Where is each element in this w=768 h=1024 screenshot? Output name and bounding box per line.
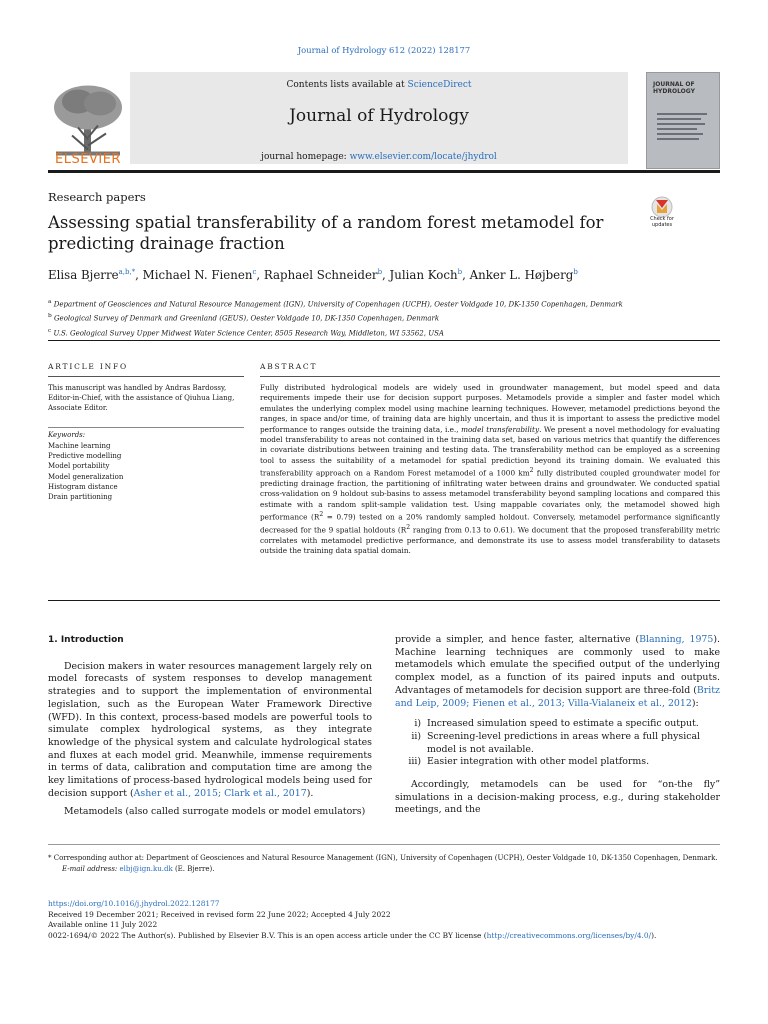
cover-title: JOURNAL OF HYDROLOGY [653, 81, 695, 95]
footnote: * Corresponding author at: Department of Geosciences and Natural Resource Management (IGN), University of Copenhagen (UCPH), Oester Voldgade 10, DK-1350 Copenhagen, Denmark. E-mail address: elbj@ign.ku.dk (E. Bjerre). [48, 853, 720, 874]
license-line: 0022-1694/© 2022 The Author(s). Published by Elsevier B.V. This is an open access article under the CC BY license (http://creativecommons.org/licenses/by/4.0/). [48, 930, 657, 940]
header-rule [48, 170, 720, 173]
divider [48, 600, 720, 601]
license-link[interactable]: http://creativecommons.org/licenses/by/4.0/ [486, 930, 652, 940]
email-link[interactable]: elbj@ign.ku.dk [119, 864, 173, 873]
editor-note: This manuscript was handled by Andras Bardossy, Editor-in-Chief, with the assistance of Qiuhua Liang, Associate Editor. [48, 384, 235, 412]
paragraph: Accordingly, metamodels can be used for “on-the fly” simulations in a decision-making process, e.g., during stakeholder meetings, and the [395, 779, 720, 816]
citation-link[interactable]: Blanning, 1975 [639, 634, 714, 645]
contents-line: Contents lists available at ScienceDirect [286, 80, 472, 90]
author-name[interactable]: Raphael Schneider [263, 268, 378, 282]
list-item: ii) Screening-level predictions in areas where a full physical model is not available. [411, 730, 701, 755]
keyword: Model portability [48, 462, 110, 471]
keywords-label: Keywords: [48, 431, 86, 439]
publisher-name[interactable]: ELSEVIER [55, 152, 121, 167]
article-title: Assessing spatial transferability of a random forest metamodel for predicting drainage fraction [48, 213, 604, 253]
divider [260, 376, 720, 377]
keyword-list [48, 441, 123, 502]
doi-link[interactable]: https://doi.org/10.1016/j.jhydrol.2022.128177 [48, 899, 220, 908]
article-info-heading: ARTICLE INFO [48, 362, 128, 371]
abstract-text: Fully distributed hydrological models are widely used in groundwater management, but model speed and data requirements impede their use for decision support purposes. Metamodels provide a simpler and faster model which emulates the underlying complex model using machine learning techniques. However, metamodel predictions beyond the ranges, in space and/or time, of training data are highly uncertain, and thus it is important to assess the predictive model performance to ranges outside the training data, i.e., model transferability. We present a novel methodology for evaluating model transferability to areas not contained in the training data set, based on various metrics that quantify the differences in covariate distributions between training and testing data. The transferability method can be employed as a screening tool to assess the suitability of a metamodel for spatial prediction beyond its training domain. We evaluated this transferability approach on a Random Forest metamodel of a 1000 $km^2$ fully distributed coupled groundwater model for predicting drainage fraction, the partitioning of infiltrating water between drains and groundwater. We conducted spatial cross-validation on 9 holdout sub-basins to assess metamodel transferability beyond sampling locations and compared this estimate with a random split-sample validation test. Using mappable covariates only, the metamodel showed high performance $(R^2 = 0.79)$ tested on a 20% randomly sampled holdout. Conversely, metamodel performance significantly decreased for the 9 spatial holdouts ($R^2$ ranging from 0.13 to 0.61). We document that the proposed transferability metric correlates with metamodel predictive performance, and demonstrate its use to assess model transferability to datasets outside the training data spatial domain. [260, 383, 720, 556]
list-item: i) Increased simulation speed to estimate a specific output. [414, 718, 699, 730]
divider [48, 376, 244, 377]
affiliations: $^a$ Department of Geosciences and Natural Resource Management (IGN), University of Copenhagen (UCPH), Oester Voldgade 10, DK-1350 Copenhagen, Denmark $^b$ Geological Survey of Denmark and Greenland (GEUS), Oester Voldgade 10, DK-1350 Copenhagen, Denmark $^c$ U.S. Geological Survey Upper Midwest Water Science Center, 8505 Research Way, Middleton, WI 53562, USA [48, 299, 623, 337]
affiliation: Geological Survey of Denmark and Greenland (GEUS), Oester Voldgade 10, DK-1350 Copenhagen, Denmark [53, 314, 440, 323]
homepage-link[interactable]: www.elsevier.com/locate/jhydrol [349, 152, 497, 162]
author-name[interactable]: Elisa Bjerre [48, 268, 119, 282]
check-for-updates-icon[interactable] [645, 196, 679, 234]
author-list: Elisa Bjerre$^{a,b,*}$, Michael N. Fienen$^c$, Raphael Schneider$^b$, Julian Koch$^b$, Anker L. Højberg$^b$ [48, 268, 578, 282]
list-item: iii) Easier integration with other model platforms. [408, 756, 650, 768]
paragraph: Metamodels (also called surrogate models or model emulators) [64, 806, 366, 818]
sciencedirect-link[interactable]: ScienceDirect [407, 80, 472, 90]
citation-link[interactable]: Britz and Leip, 2009; Fienen et al., 2013; Villa-Vialaneix et al., 2012 [395, 684, 720, 709]
masthead [48, 72, 720, 167]
check-for-updates-label[interactable]: Check for updates [650, 216, 674, 228]
received-dates: Received 19 December 2021; Received in revised form 22 June 2022; Accepted 4 July 2022 [48, 909, 391, 919]
author-name[interactable]: Anker L. Højberg [469, 268, 574, 282]
affiliation: Department of Geosciences and Natural Resource Management (IGN), University of Copenhagen (UCPH), Oester Voldgade 10, DK-1350 Copenhagen, Denmark [53, 300, 623, 309]
keyword: Model generalization [48, 472, 124, 481]
body-left-column [48, 634, 372, 825]
section-heading: 1. Introduction [48, 635, 124, 645]
journal-cover-thumbnail[interactable] [646, 72, 720, 169]
advantages-list [395, 718, 720, 769]
journal-reference[interactable]: Journal of Hydrology 612 (2022) 128177 [297, 45, 471, 55]
online-date: Available online 11 July 2022 [48, 920, 158, 929]
divider [48, 427, 244, 428]
paragraph: provide a simpler, and hence faster, alternative (Blanning, 1975). Machine learning techniques are commonly used to make metamodels which emulate the specified output of the underlying complex model, as a function of its paired inputs and outputs. Advantages of metamodels for decision support are three-fold (Britz and Leip, 2009; Fienen et al., 2013; Villa-Vialaneix et al., 2012): [395, 634, 720, 709]
keyword: Drain partitioning [48, 493, 113, 502]
affiliation: U.S. Geological Survey Upper Midwest Water Science Center, 8505 Research Way, Middleton, WI 53562, USA [53, 328, 444, 337]
publication-info [48, 899, 720, 941]
paragraph: Decision makers in water resources management largely rely on model forecasts of system responses to develop management strategies and to support the implementation of environmental legislation, such as the European Water Framework Directive (WFD). In this context, process-based models are powerful tools to simulate complex hydrological systems, as they integrate knowledge of the physical system and calculate hydrological states and fluxes at each model grid. Meanwhile, immense requirements in terms of data, calibration and computation time are among the key limitations of process-based hydrological models being used for decision support (Asher et al., 2015; Clark et al., 2017). [48, 660, 372, 799]
footnote-divider [48, 844, 720, 845]
citation-link[interactable]: Asher et al., 2015; Clark et al., 2017 [133, 787, 307, 799]
body-right-column [395, 634, 720, 823]
author-name[interactable]: Julian Koch [389, 268, 458, 282]
keyword: Predictive modelling [48, 452, 122, 461]
keyword: Histogram distance [48, 482, 118, 491]
article-section: Research papers [48, 190, 146, 204]
corresponding-author-note: * Corresponding author at: Department of Geosciences and Natural Resource Management (IGN), University of Copenhagen (UCPH), Oester Voldgade 10, DK-1350 Copenhagen, Denmark. [48, 854, 718, 862]
journal-name[interactable]: Journal of Hydrology [289, 106, 469, 126]
author-name[interactable]: Michael N. Fienen [142, 268, 253, 282]
keyword: Machine learning [48, 442, 111, 450]
divider [48, 340, 720, 341]
abstract-heading: ABSTRACT [260, 362, 318, 371]
journal-header-box [130, 72, 628, 164]
homepage-line: journal homepage: www.elsevier.com/locate/jhydrol [261, 152, 497, 162]
